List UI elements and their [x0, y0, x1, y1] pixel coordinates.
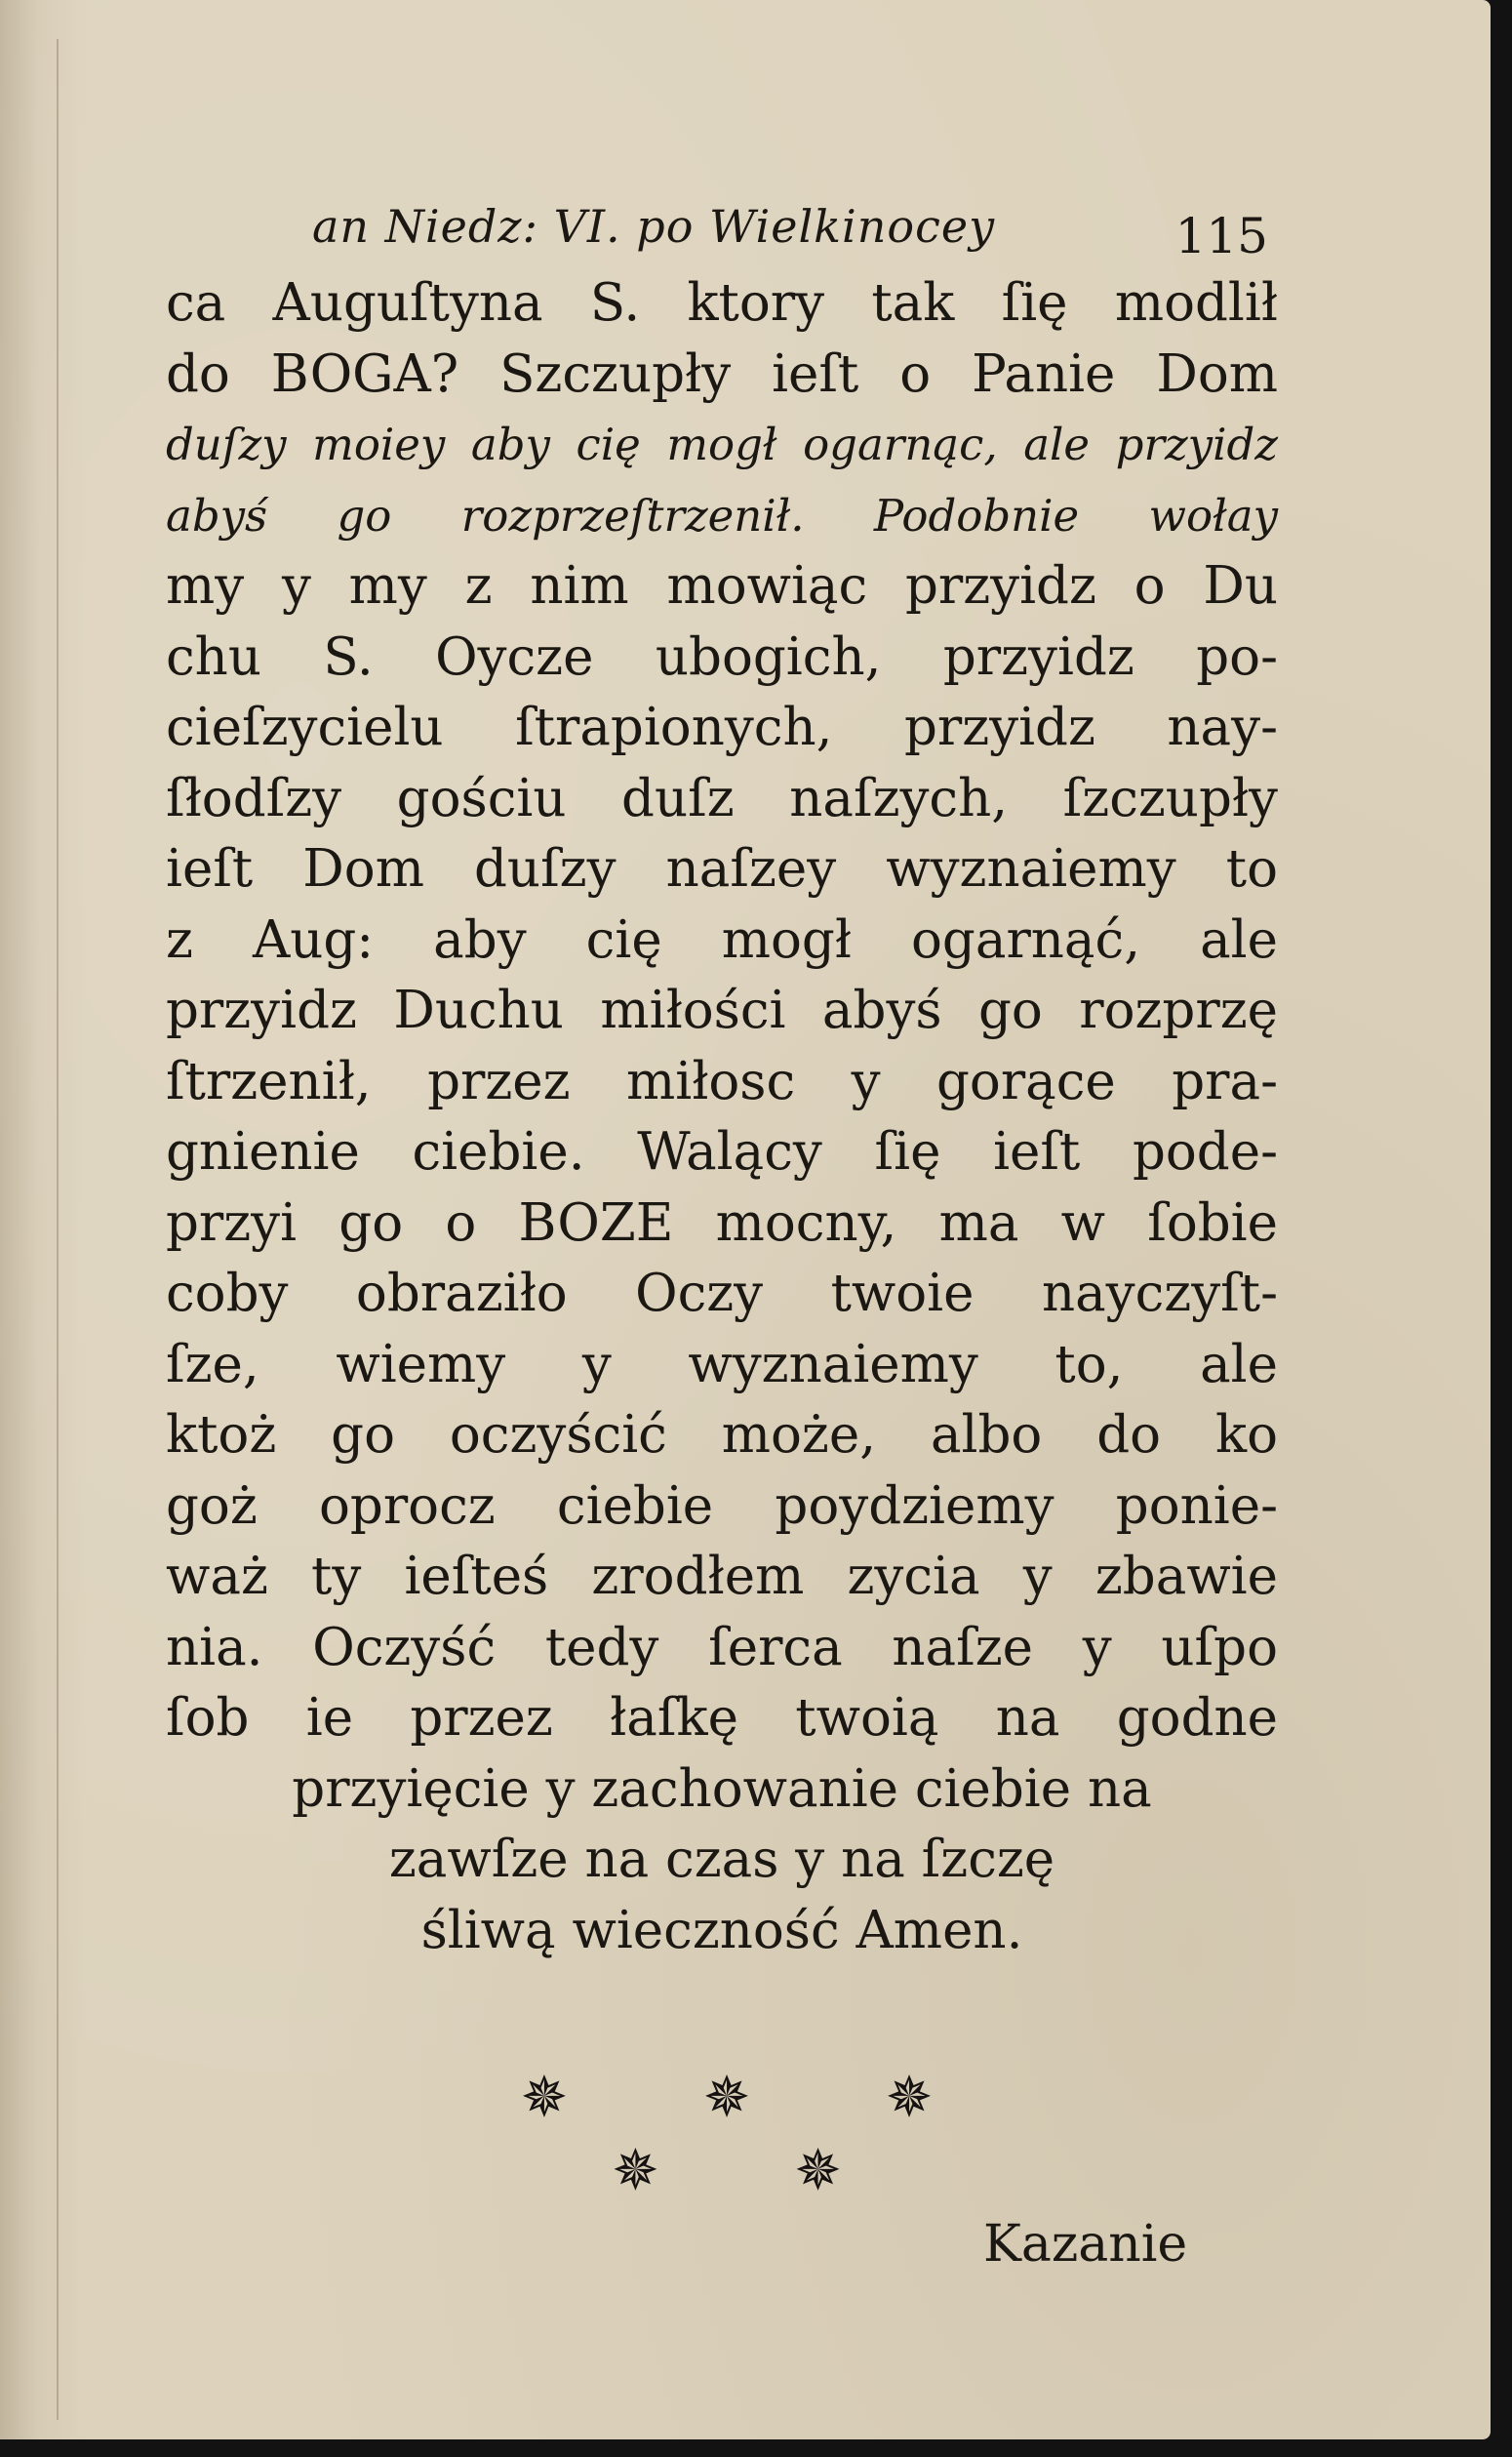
- text-line: do BOGA? Szczupły ieſt o Panie Dom: [166, 343, 1278, 404]
- text-line: gnienie ciebie. Walący ſię ieſt pode-: [166, 1122, 1278, 1182]
- text-line: ieſt Dom duſzy naſzey wyznaiemy to: [166, 839, 1278, 899]
- text-line: abyś go rozprzeſtrzenił. Podobnie wołay: [166, 489, 1278, 542]
- text-line: przyidz Duchu miłości abyś go rozprzę: [166, 981, 1278, 1040]
- text-line: z Aug: aby cię mogł ogarnąć, ale: [166, 909, 1278, 970]
- page-gutter: [57, 39, 59, 2420]
- running-title: an Niedz: VI. po Wielkinocey: [312, 200, 996, 253]
- text-line: ſłodſzy gościu duſz naſzych, ſzczupły: [166, 768, 1278, 828]
- text-line: chu S. Oycze ubogich, przyidz po-: [166, 626, 1278, 687]
- text-line: ſob ie przez łaſkę twoią na godne: [166, 1688, 1278, 1748]
- catchword: Kazanie: [983, 2215, 1188, 2274]
- text-line: cieſzycielu ſtrapionych, przyidz nay-: [166, 698, 1278, 757]
- text-line: coby obraziło Oczy twoie nayczyſt-: [166, 1264, 1278, 1323]
- text-line: śliwą wieczność Amen.: [420, 1900, 1023, 1960]
- text-line: zawſze na czas y na ſzczę: [388, 1830, 1055, 1889]
- text-line: nia. Oczyść tedy ſerca naſze y uſpo: [166, 1617, 1278, 1677]
- text-line: duſzy moiey aby cię mogł ogarnąc, ale przyidz: [166, 419, 1278, 470]
- text-line: ktoż go oczyścić może, albo do ko: [166, 1405, 1278, 1465]
- page-number: 115: [1174, 208, 1268, 264]
- text-block: [166, 190, 1278, 1966]
- running-header: [166, 190, 1278, 268]
- text-line: ca Auguſtyna S. ktory tak ſię modlił: [166, 273, 1278, 333]
- ornament-row-top: ✵ ✵ ✵: [520, 2064, 992, 2130]
- text-line: ſze, wiemy y wyznaiemy to, ale: [166, 1334, 1278, 1394]
- text-line: goż oprocz ciebie poydziemy ponie-: [166, 1475, 1278, 1536]
- text-line: my y my z nim mowiąc przyidz o Du: [166, 556, 1278, 616]
- text-line: przyi go o BOZE mocny, ma w ſobie: [166, 1192, 1278, 1253]
- text-line: ſtrzenił, przez miłosc y gorące pra-: [166, 1051, 1278, 1111]
- text-line: przyięcie y zachowanie ciebie na: [292, 1758, 1152, 1819]
- ornament-row-bottom: ✵ ✵: [612, 2137, 900, 2203]
- text-line: waż ty ieſteś zrodłem zycia y zbawie: [166, 1547, 1278, 1606]
